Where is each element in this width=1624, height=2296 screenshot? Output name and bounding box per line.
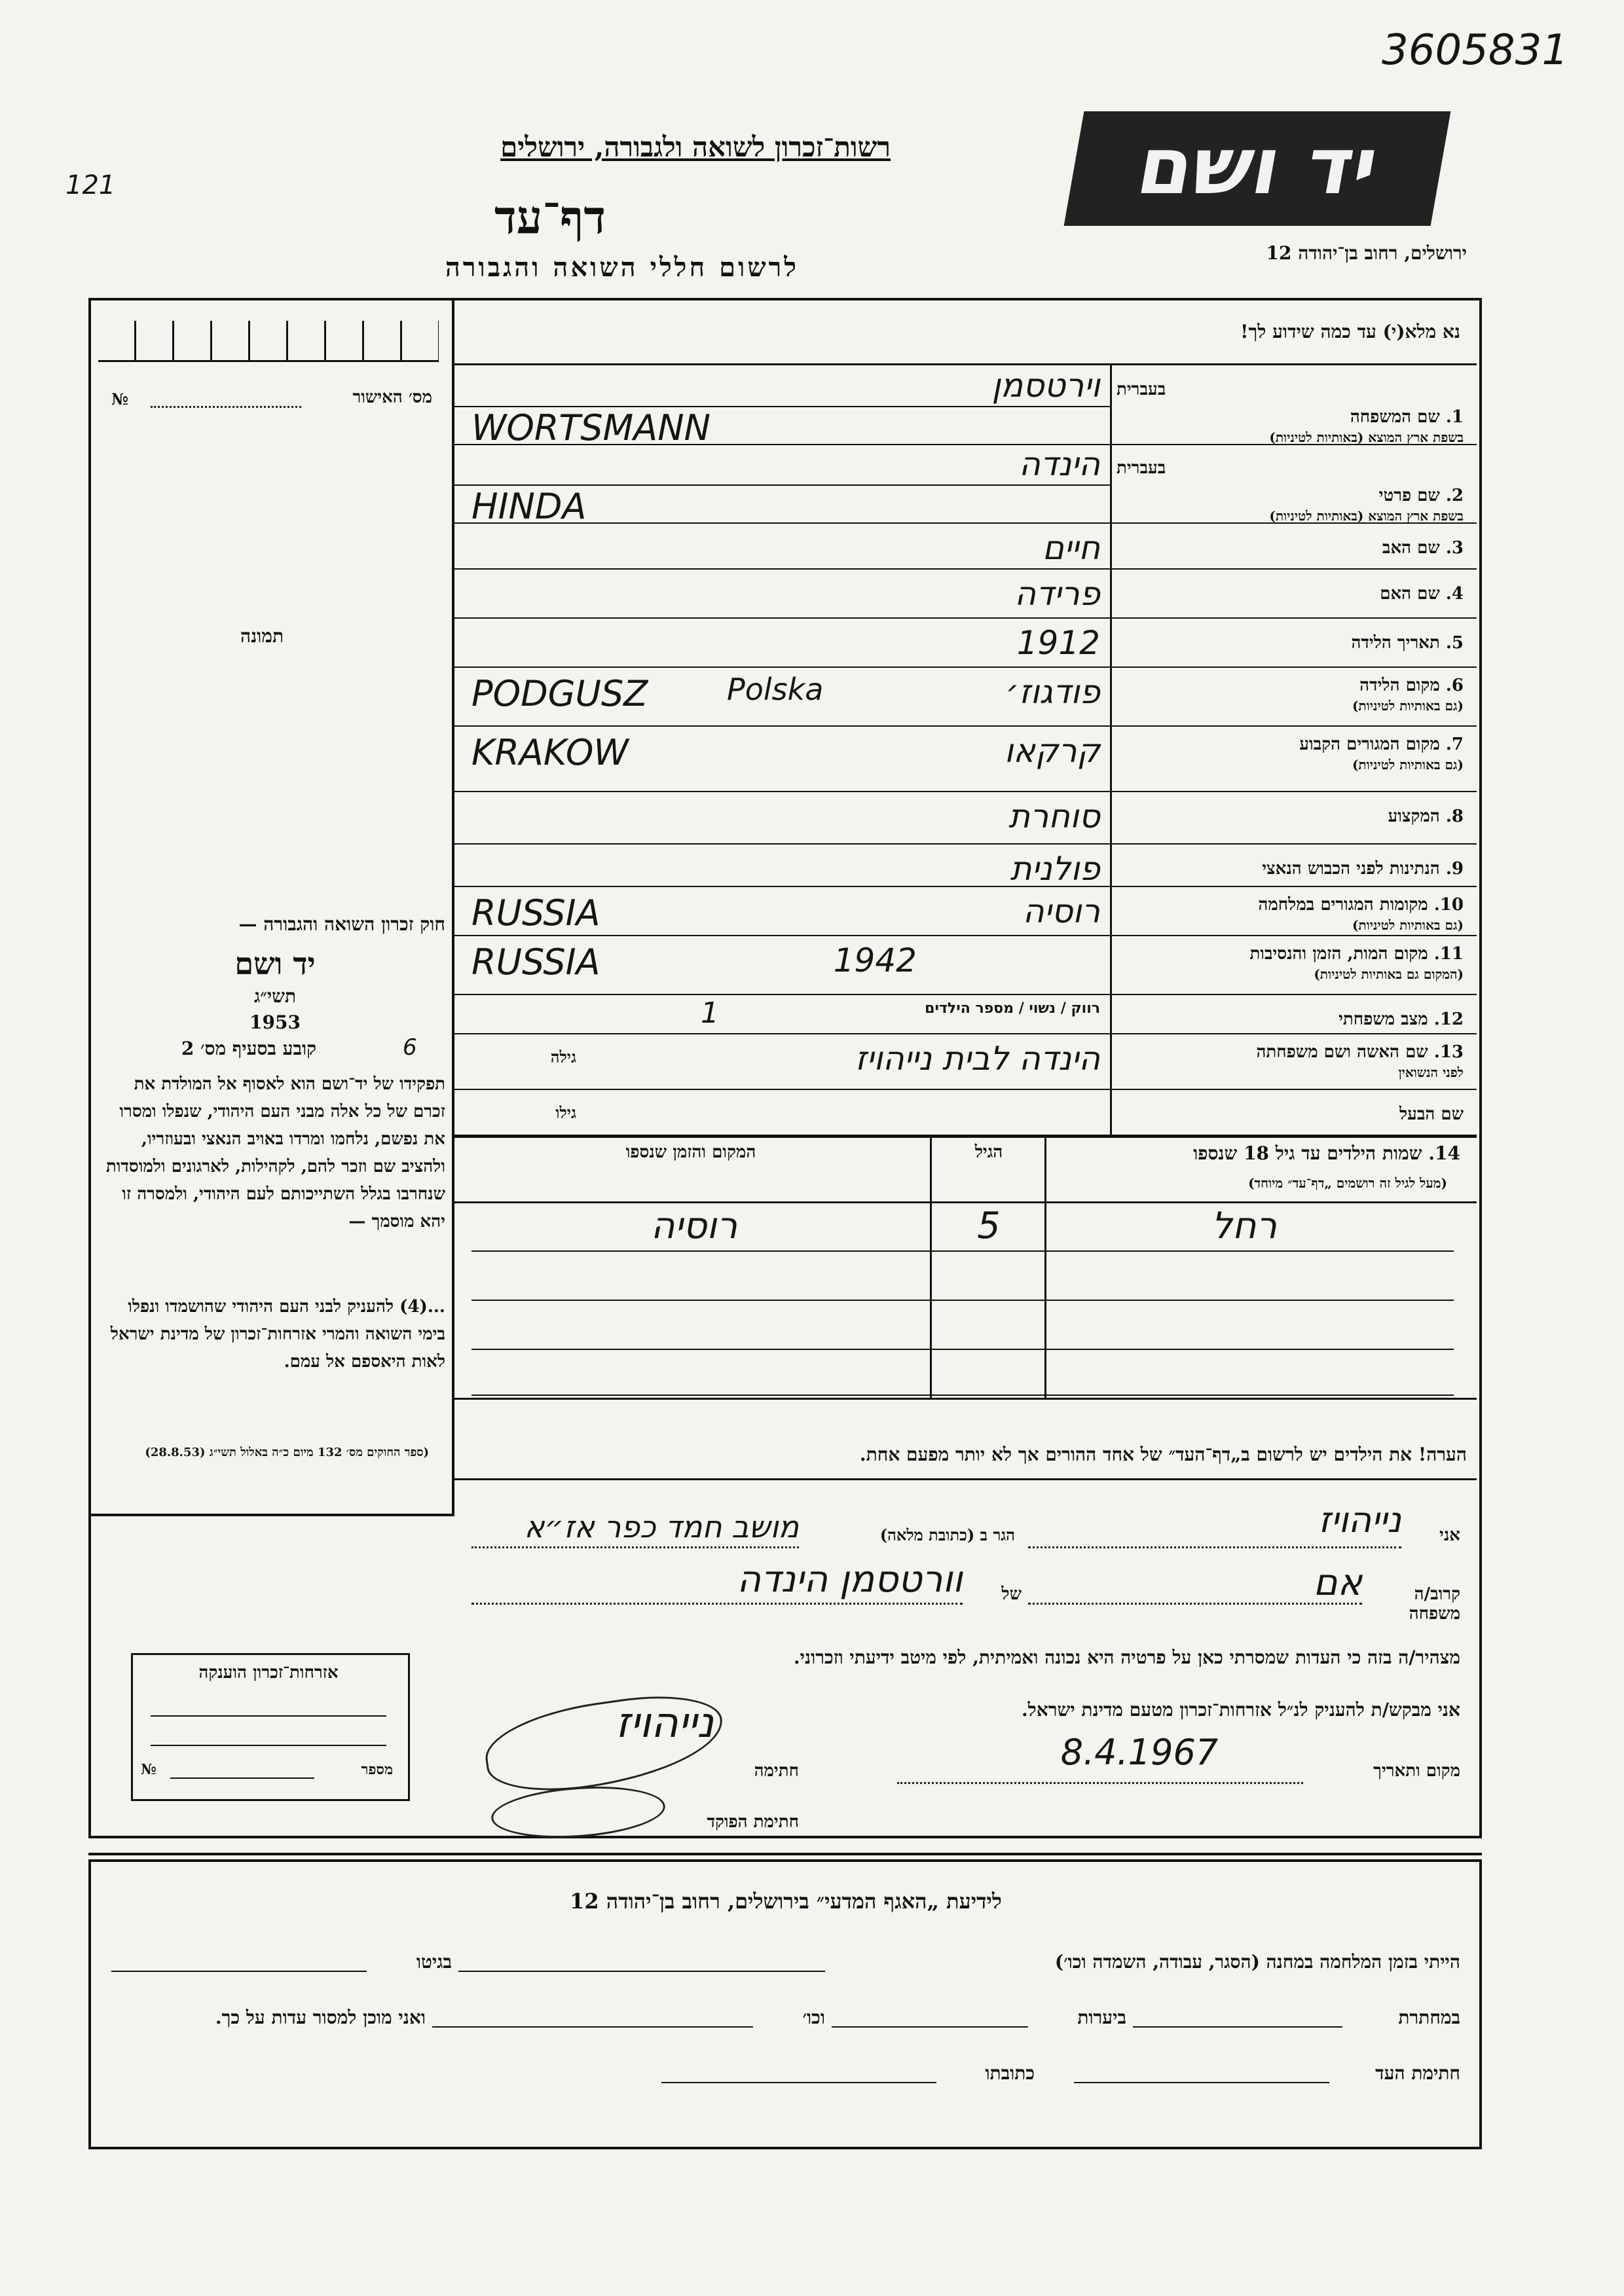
footer-line1: הייתי בזמן המלחמה במחנה (הסגר, עבודה, השמדה וכו׳)	[1054, 1951, 1460, 1973]
law-title: חוק זכרון השואה והגבורה —	[238, 913, 445, 935]
approval-no-label: מס׳ האישור	[352, 388, 432, 407]
field-sub-2: בשפת ארץ המוצא (באותיות לטיניות)	[1269, 508, 1464, 524]
field-age-label-14: גילו	[555, 1103, 576, 1122]
signature-label: חתימה	[754, 1761, 799, 1781]
memorial-no-label: מספר	[361, 1761, 393, 1778]
field-label-4: 4. שם האם	[1380, 584, 1464, 604]
children-col-age: הגיל	[974, 1142, 1003, 1162]
relation-of-name: וורטסמן הינדה	[737, 1558, 963, 1601]
field-value-latin-2: HINDA	[471, 486, 587, 527]
field-label-1: 1. שם המשפחה	[1350, 407, 1464, 427]
field-value-latin-1: WORTSMANN	[471, 407, 711, 448]
field-sub-7: (גם באותיות לטיניות)	[1352, 757, 1464, 773]
field-value-he-9: פולנית	[1010, 850, 1100, 888]
field-value-he-7: קרקאו	[1004, 732, 1100, 770]
field-label-5: 5. תאריך הלידה	[1351, 633, 1464, 653]
law-body: תפקידו של יד־ושם הוא לאסוף אל המולדת את זכרם של כל אלה מבני העם היהודי, שנפלו ומסרו את נפשם, נלחמו ומרדו באויב הנאצי ובעוזריו, ולהציב שם וזכר להם, לקהילות, לארגונים ולמוסדות שנחרבו בגלל השתייכותם לעם היהודי, ולמסרה זו יהא מוסמך —	[105, 1074, 445, 1231]
field-value-he-5: 1912	[1016, 624, 1100, 662]
declarant-i-label: אני	[1439, 1525, 1460, 1545]
child-name-1: רחל	[1211, 1205, 1278, 1247]
statement-text: מצהיר/ה בזה כי העדות שמסרתי כאן על פרטיה היא נכונה ואמיתית, לפי מיטב ידיעתי וזכרוני.	[793, 1647, 1460, 1668]
field-hebrew-tag-2: בעברית	[1116, 458, 1166, 478]
instruction-text: נא מלא(י) עד כמה שידוע לך!	[1240, 321, 1460, 342]
children-label: 14. שמות הילדים עד גיל 18 שנספו	[1193, 1142, 1460, 1164]
field-label-11: 11. מקום המות, הזמן והנסיבות	[1249, 944, 1464, 964]
form-title: דף־עד	[494, 190, 606, 244]
form-subtitle: לרשום חללי השואה והגבורה	[445, 252, 799, 283]
child-place-1: רוסיה	[650, 1205, 738, 1247]
field-label-13: 13. שם האשה ושם משפחתה	[1256, 1042, 1464, 1062]
officer-signature-label: חתימת הפוקד	[707, 1812, 799, 1832]
field-value-latin-11: RUSSIA	[471, 941, 600, 983]
field-value-he-2: הינדה	[1019, 445, 1100, 483]
field-age-label-13: גילה	[550, 1048, 576, 1066]
note-text: הערה! את הילדים יש לרשום ב„דף־העד״ של אחד ההורים אך לא יותר מפעם אחת.	[859, 1444, 1467, 1465]
field-label-14: שם הבעל	[1399, 1104, 1464, 1124]
declarant-address: מושב חמד כפר אז״א	[524, 1509, 799, 1544]
declarant-name: נייהויז	[1318, 1499, 1401, 1540]
law-year-he: תשי״ג	[253, 985, 297, 1007]
field-sub-10: (גם באותיות לטיניות)	[1352, 917, 1464, 933]
field-label-2: 2. שם פרטי	[1378, 486, 1464, 505]
law-clause-mark: 6	[403, 1034, 417, 1061]
field-value-extra-12: 1	[701, 996, 719, 1030]
memorial-no-symbol: №	[141, 1761, 157, 1778]
law-year: 1953	[249, 1011, 301, 1033]
children-sub: (מעל לגיל זה רושמים „דף־עד״ מיוחד)	[1248, 1175, 1447, 1191]
field-label-12: 12. מצב משפחתי	[1338, 1010, 1464, 1029]
children-col-place: המקום והזמן שנספו	[625, 1142, 756, 1162]
photo-label: תמונה	[240, 625, 284, 647]
field-value-he-13: הינדה לבית נייהויז	[855, 1040, 1100, 1078]
relation-of-label: של	[1001, 1584, 1022, 1604]
footer-witness-address: כתובתו	[985, 2062, 1035, 2084]
footer-line1-end: בגיטו	[416, 1951, 452, 1973]
footer-line2-end: ואני מוכן למסור עדות על כך.	[215, 2007, 426, 2028]
footer-title: לידיעת „האגף המדעי״ בירושלים, רחוב בן־יהודה 12	[570, 1889, 1002, 1914]
place-date-label: מקום ותאריך	[1373, 1761, 1460, 1781]
yad-vashem-logo: יד ושם	[1064, 111, 1451, 226]
field-value-he-3: חיים	[1042, 529, 1100, 567]
field-value-latin-7: KRAKOW	[471, 732, 629, 773]
field-label-6: 6. מקום הלידה	[1359, 676, 1464, 695]
field-value-latin-10: RUSSIA	[471, 892, 600, 934]
field-sub-1: בשפת ארץ המוצא (באותיות לטיניות)	[1269, 429, 1464, 445]
field-label-3: 3. שם האב	[1382, 538, 1464, 558]
footer-forests: ביערות	[1077, 2007, 1126, 2028]
law-clause: קובע בסעיף מס׳ 2	[181, 1038, 317, 1059]
field-value-he-1: וירטסמן	[991, 367, 1100, 405]
field-value-he-8: סוחרת	[1008, 797, 1100, 835]
field-sub-13: לפני הנשואין	[1398, 1065, 1464, 1080]
law-source: (ספר החוקים מס׳ 132 מיום כ״ה באלול תשי״ג (28.8.53)	[145, 1446, 429, 1459]
field-value-he-10: רוסיה	[1022, 892, 1100, 930]
memorial-box-title: אזרחות־זכרון הוענקה	[198, 1663, 339, 1683]
field-label-10: 10. מקומות המגורים במלחמה	[1258, 895, 1464, 915]
declarant-address-label: הגר ב (כתובת מלאה)	[879, 1525, 1015, 1544]
margin-note: 121	[65, 170, 116, 200]
place-date-value: 8.4.1967	[1060, 1732, 1219, 1773]
field-label-7: 7. מקום המגורים הקבוע	[1299, 735, 1464, 754]
field-value-latin-6: PODGUSZ	[471, 673, 648, 714]
archive-number: 3605831	[1382, 26, 1569, 75]
header-address: ירושלים, רחוב בן־יהודה 12	[1266, 242, 1467, 264]
law-name: יד ושם	[234, 946, 316, 981]
field-value-he-11: 1942	[833, 941, 917, 979]
relation-value: אם	[1313, 1561, 1362, 1604]
field-label-9: 9. הנתינות לפני הכבוש הנאצי	[1262, 859, 1464, 879]
field-value-he-4: פרידה	[1014, 575, 1100, 613]
field-hebrew-tag-1: בעברית	[1116, 380, 1166, 399]
footer-underground: במחתרת	[1398, 2007, 1460, 2028]
field-value-he-6: פודגוז׳	[1005, 673, 1100, 711]
footer-witness-signature: חתימת העד	[1375, 2062, 1460, 2084]
footer-etc: וכו׳	[802, 2007, 825, 2028]
signature-value: נייהויז	[616, 1699, 714, 1747]
field-value-extra-6: Polska	[727, 672, 824, 707]
law-body-2: ...(4) להעניק לבני העם היהודי שהושמדו ונפלו בימי השואה והמרי אזרחות־זכרון של מדינת ישראל לאות היאספם אל עמם.	[110, 1297, 445, 1372]
field-sub-11: (המקום גם באותיות לטיניות)	[1314, 966, 1464, 982]
child-age-1: 5	[977, 1205, 1001, 1247]
approval-no-symbol: №	[111, 390, 129, 409]
field-value-he-12: רווק / נשוי / מספר הילדים	[925, 1000, 1100, 1017]
institution-name: רשות־זכרון לשואה ולגבורה, ירושלים	[500, 131, 891, 163]
relation-label: קרוב/ה משפחה	[1409, 1584, 1460, 1624]
field-label-8: 8. המקצוע	[1388, 807, 1464, 826]
barcode-boxes	[98, 321, 439, 362]
field-sub-6: (גם באותיות לטיניות)	[1352, 698, 1464, 714]
request-text: אני מבקש/ת להעניק לנ״ל אזרחות־זכרון מטעם מדינת ישראל.	[1021, 1699, 1460, 1721]
